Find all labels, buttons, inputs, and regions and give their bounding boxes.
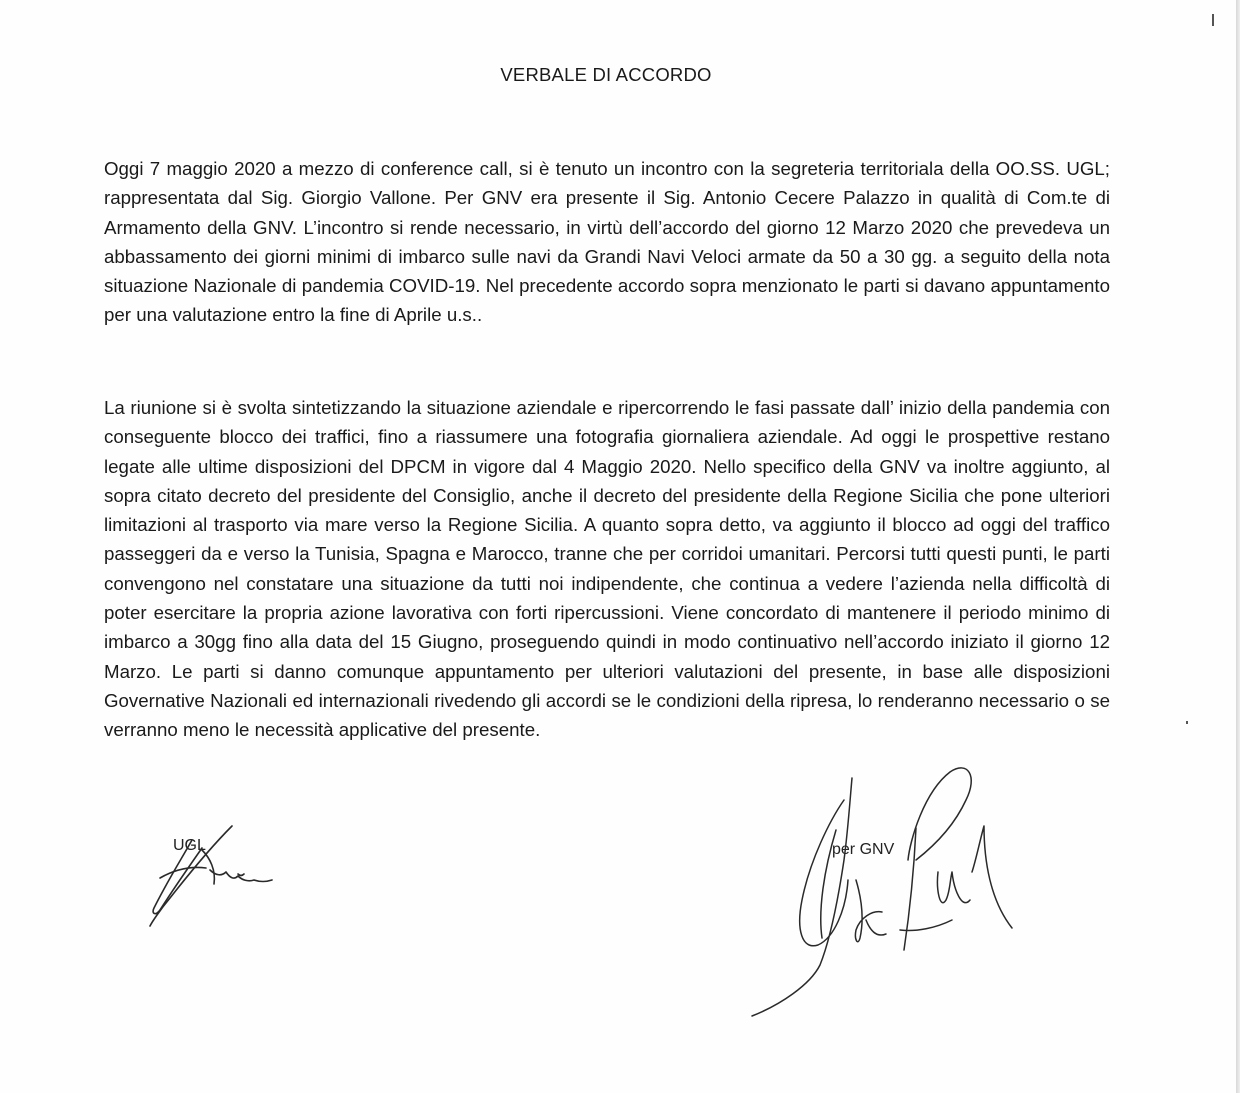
scan-edge xyxy=(1236,0,1240,1093)
paragraph-intro: Oggi 7 maggio 2020 a mezzo di conference call, si è tenuto un incontro con la segreteria territoriala della OO.SS. UGL; rappresentata dal Sig. Giorgio Vallone. Per GNV era presente il Sig. Antonio Cecere Palazzo in qualità di Com.te di Armamento della GNV. L’incontro si rende necessario, in virtù dell’accordo del giorno 12 Marzo 2020 che prevedeva un abbassamento dei giorni minimi di imbarco sulle navi da Grandi Navi Veloci armate da 50 a 30 gg. a seguito della nota situazione Nazionale di pandemia COVID-19. Nel precedente accordo sopra menzionato le parti si davano appuntamento per una valutazione entro la fine di Aprile u.s.. xyxy=(104,158,1110,326)
paragraph-meeting: La riunione si è svolta sintetizzando la situazione aziendale e ripercorrendo le fasi passate dall’ inizio della pandemia con conseguente blocco dei traffici, fino a riassumere una fotografia giornaliera aziendale. Ad oggi le prospettive restano legate alle ultime disposizioni del DPCM in vigore dal 4 Maggio 2020. Nello specifico della GNV va inoltre aggiunto, al sopra citato decreto del presidente del Consiglio, anche il decreto del presidente della Regione Sicilia che pone ulteriori limitazioni al trasporto via mare verso la Regione Sicilia. A quanto sopra detto, va aggiunto il blocco ad oggi del traffico passeggeri da e verso la Tunisia, Spagna e Marocco, tranne che per corridoi umanitari. Percorsi tutti questi punti, le parti convengono nel constatare una situazione da tutti noi indipendente, che continua a vedere l’azienda nella difficoltà di poter esercitare la propria azione lavorativa con forti ripercussioni. Viene concordato di mantenere il periodo minimo di imbarco a 30gg fino alla data del 15 Giugno, proseguendo quindi in modo continuativo nell’accordo iniziato il giorno 12 Marzo. Le parti si danno comunque appuntamento per ulteriori valutazioni del presente, in base alle disposizioni Governative Nazionali ed internazionali rivedendo gli accordi se le condizioni della ripresa, lo renderanno necessario o se verranno meno le necessità applicative del presente. xyxy=(104,397,1110,741)
signature-ugl xyxy=(140,818,280,928)
signature-label-gnv: per GNV xyxy=(832,841,895,858)
scan-speck xyxy=(1186,721,1188,724)
signature-gnv xyxy=(740,760,1030,1020)
signature-label-ugl: UGL xyxy=(173,837,206,854)
scan-speck xyxy=(1212,14,1214,26)
document-title: VERBALE DI ACCORDO xyxy=(500,64,712,85)
